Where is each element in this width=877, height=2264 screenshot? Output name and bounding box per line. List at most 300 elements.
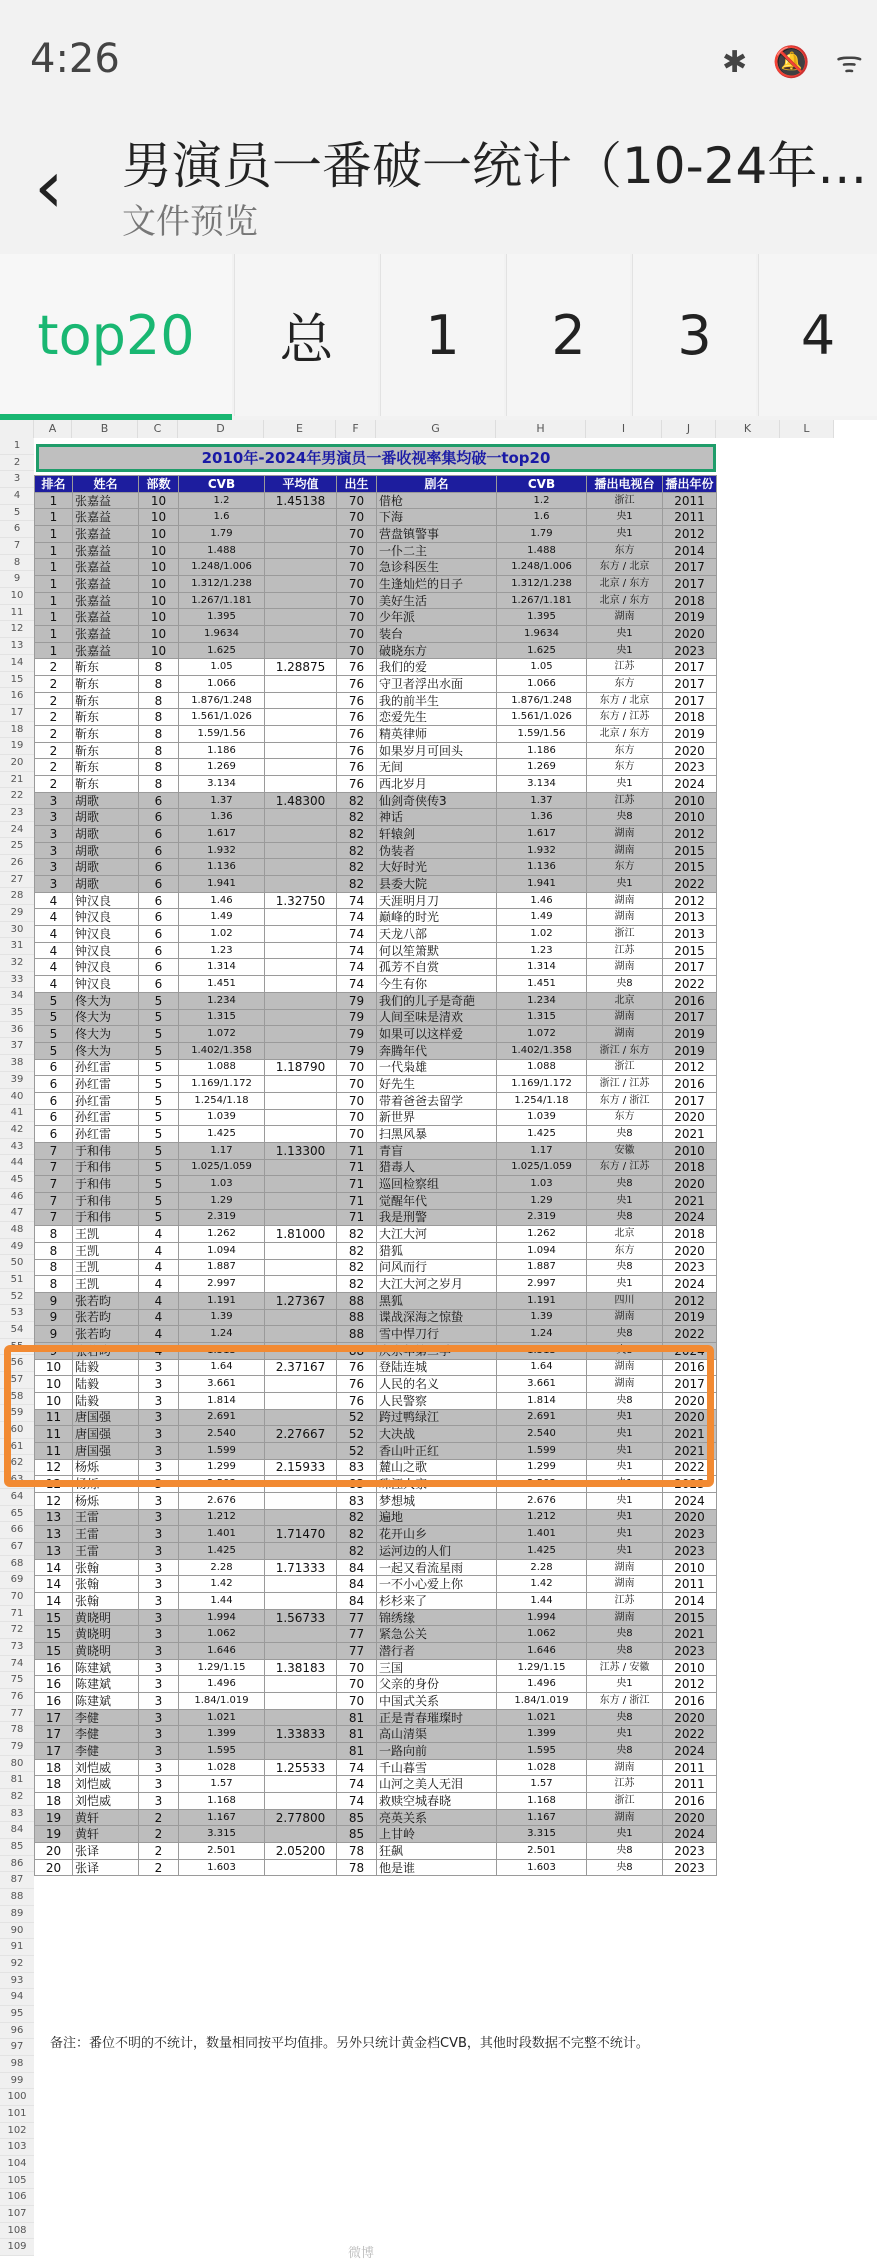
- table-row: [35, 509, 717, 526]
- table-cell: 1.191: [179, 1292, 265, 1309]
- row-number: 15: [0, 672, 34, 689]
- table-cell: 我的前半生: [377, 692, 497, 709]
- page-title: 男演员一番破一统计（10-24年…: [122, 137, 868, 195]
- tab-total[interactable]: 总: [234, 254, 378, 416]
- table-cell: 82: [337, 1259, 377, 1276]
- row-number: 62: [0, 1455, 34, 1472]
- row-number: 24: [0, 822, 34, 839]
- table-cell: 4: [139, 1309, 179, 1326]
- table-cell: 8: [35, 1242, 73, 1259]
- row-number: 13: [0, 638, 34, 655]
- row-number: 105: [0, 2173, 34, 2190]
- table-cell: 2: [35, 659, 73, 676]
- table-cell: 钟汉良: [73, 909, 139, 926]
- table-cell: 1.646: [179, 1643, 265, 1660]
- table-cell: 2022: [663, 1326, 717, 1343]
- table-cell: 破晓东方: [377, 642, 497, 659]
- row-number: 108: [0, 2223, 34, 2240]
- table-cell: 生逢灿烂的日子: [377, 576, 497, 593]
- table-cell: 3.315: [179, 1826, 265, 1843]
- table-cell: 10: [139, 526, 179, 543]
- table-cell: 浙江: [587, 926, 663, 943]
- table-cell: 3.134: [179, 776, 265, 793]
- table-cell: 湖南: [587, 959, 663, 976]
- table-cell: 王凯: [73, 1226, 139, 1243]
- table-cell: 东方: [587, 742, 663, 759]
- table-cell: 2.37167: [265, 1359, 337, 1376]
- table-cell: 2023: [663, 759, 717, 776]
- table-cell: [265, 592, 337, 609]
- table-cell: 7: [35, 1176, 73, 1193]
- row-number: 85: [0, 1839, 34, 1856]
- table-cell: 3: [139, 1526, 179, 1543]
- table-cell: 1.941: [497, 876, 587, 893]
- table-row: [35, 776, 717, 793]
- table-cell: 1.561/1.026: [497, 709, 587, 726]
- table-cell: 3: [139, 1459, 179, 1476]
- table-cell: 谍战深海之惊蛰: [377, 1309, 497, 1326]
- table-cell: 江苏: [587, 1776, 663, 1793]
- table-cell: 3: [139, 1376, 179, 1393]
- table-cell: 1.13300: [265, 1142, 337, 1159]
- table-cell: 江苏: [587, 792, 663, 809]
- table-cell: 2023: [663, 642, 717, 659]
- row-number: 76: [0, 1689, 34, 1706]
- table-cell: 1.49: [179, 909, 265, 926]
- table-cell: 4: [35, 926, 73, 943]
- table-cell: 孤芳不自赏: [377, 959, 497, 976]
- row-number: 38: [0, 1055, 34, 1072]
- table-cell: 2024: [663, 1826, 717, 1843]
- table-cell: 湖南: [587, 842, 663, 859]
- status-bar: [0, 0, 877, 120]
- table-cell: [265, 609, 337, 626]
- table-cell: 于和伟: [73, 1159, 139, 1176]
- table-cell: 3: [139, 1759, 179, 1776]
- table-row: [35, 1843, 717, 1860]
- row-number: 46: [0, 1189, 34, 1206]
- table-cell: 锦绣缘: [377, 1609, 497, 1626]
- column-label: CVB: [497, 476, 587, 493]
- table-cell: 央1: [587, 1192, 663, 1209]
- table-cell: 70: [337, 1092, 377, 1109]
- row-number: 90: [0, 1923, 34, 1940]
- table-row: [35, 592, 717, 609]
- table-cell: 杨烁: [73, 1492, 139, 1509]
- table-row: [35, 1693, 717, 1710]
- table-cell: [265, 1092, 337, 1109]
- table-cell: 2023: [663, 1476, 717, 1493]
- table-cell: 1.23: [179, 942, 265, 959]
- table-cell: 77: [337, 1609, 377, 1626]
- table-cell: 6: [139, 842, 179, 859]
- table-cell: 1.9634: [179, 626, 265, 643]
- row-number: 95: [0, 2006, 34, 2023]
- table-cell: 张嘉益: [73, 542, 139, 559]
- row-number: 69: [0, 1572, 34, 1589]
- table-cell: 76: [337, 659, 377, 676]
- table-cell: 1.39: [497, 1309, 587, 1326]
- table-cell: 刘恺威: [73, 1793, 139, 1810]
- table-cell: 76: [337, 759, 377, 776]
- tab-3[interactable]: 3: [632, 254, 756, 416]
- table-row: [35, 1042, 717, 1059]
- table-cell: 麓山之歌: [377, 1459, 497, 1476]
- table-cell: 王凯: [73, 1276, 139, 1293]
- table-cell: 2011: [663, 1576, 717, 1593]
- tab-4[interactable]: 4: [758, 254, 877, 416]
- tab-2[interactable]: 2: [506, 254, 630, 416]
- row-number: 3: [0, 471, 34, 488]
- table-row: [35, 909, 717, 926]
- table-cell: 黄轩: [73, 1809, 139, 1826]
- table-cell: 4: [35, 892, 73, 909]
- table-cell: 1.136: [497, 859, 587, 876]
- table-cell: 借枪: [377, 492, 497, 509]
- table-cell: [265, 776, 337, 793]
- spreadsheet-preview[interactable]: [0, 420, 877, 2264]
- table-cell: 1: [35, 492, 73, 509]
- table-cell: 78: [337, 1843, 377, 1860]
- table-cell: 1.625: [179, 642, 265, 659]
- table-row: [35, 1709, 717, 1726]
- table-cell: 1.18790: [265, 1059, 337, 1076]
- row-number: 28: [0, 888, 34, 905]
- table-cell: 1.513: [497, 1342, 587, 1359]
- table-cell: 1.262: [497, 1226, 587, 1243]
- table-cell: 3.661: [179, 1376, 265, 1393]
- table-cell: 76: [337, 742, 377, 759]
- table-cell: 9: [35, 1309, 73, 1326]
- table-cell: 2018: [663, 709, 717, 726]
- back-arrow-icon[interactable]: ‹: [34, 144, 64, 230]
- table-cell: 2024: [663, 1276, 717, 1293]
- table-cell: 1.57: [179, 1776, 265, 1793]
- table-cell: 东方 / 北京: [587, 692, 663, 709]
- table-cell: 正是青春璀璨时: [377, 1709, 497, 1726]
- table-cell: 76: [337, 726, 377, 743]
- table-cell: 1.186: [497, 742, 587, 759]
- table-cell: 杨烁: [73, 1459, 139, 1476]
- table-cell: 1.488: [179, 542, 265, 559]
- table-cell: 6: [139, 892, 179, 909]
- table-cell: 1.64: [497, 1359, 587, 1376]
- table-row: [35, 1009, 717, 1026]
- table-cell: 2012: [663, 1292, 717, 1309]
- row-number: 20: [0, 755, 34, 772]
- table-cell: 王雷: [73, 1543, 139, 1560]
- table-cell: 胡歌: [73, 826, 139, 843]
- column-header: J: [662, 420, 716, 438]
- table-cell: 2: [35, 676, 73, 693]
- table-cell: 今生有你: [377, 976, 497, 993]
- table-cell: 20: [35, 1859, 73, 1876]
- row-number: 27: [0, 872, 34, 889]
- table-cell: 2017: [663, 659, 717, 676]
- table-row: [35, 542, 717, 559]
- table-cell: [265, 1676, 337, 1693]
- column-header: D: [178, 420, 264, 438]
- table-cell: [265, 1593, 337, 1610]
- table-cell: 山河之美人无泪: [377, 1776, 497, 1793]
- table-cell: 82: [337, 826, 377, 843]
- column-label: 剧名: [377, 476, 497, 493]
- table-cell: 张翰: [73, 1593, 139, 1610]
- table-cell: 1.994: [497, 1609, 587, 1626]
- row-number: 7: [0, 538, 34, 555]
- table-cell: 1.425: [497, 1543, 587, 1560]
- table-cell: 2017: [663, 576, 717, 593]
- table-cell: 13: [35, 1509, 73, 1526]
- row-number: 33: [0, 972, 34, 989]
- table-cell: 1.48300: [265, 792, 337, 809]
- table-cell: 3.134: [497, 776, 587, 793]
- table-cell: 黄晓明: [73, 1643, 139, 1660]
- table-cell: 5: [139, 1076, 179, 1093]
- table-cell: 82: [337, 1242, 377, 1259]
- table-cell: 靳东: [73, 742, 139, 759]
- table-cell: 梦想城: [377, 1492, 497, 1509]
- table-cell: 17: [35, 1709, 73, 1726]
- table-cell: 2014: [663, 1593, 717, 1610]
- table-cell: 1.496: [179, 1676, 265, 1693]
- table-cell: 3: [139, 1593, 179, 1610]
- table-cell: 70: [337, 559, 377, 576]
- table-cell: 1.021: [497, 1709, 587, 1726]
- row-number: 9: [0, 571, 34, 588]
- table-cell: 央1: [587, 1726, 663, 1743]
- table-cell: 52: [337, 1426, 377, 1443]
- table-cell: 83: [337, 1476, 377, 1493]
- tab-top20[interactable]: top20: [0, 254, 232, 416]
- table-cell: 1.44: [497, 1593, 587, 1610]
- table-cell: 黄轩: [73, 1826, 139, 1843]
- column-label: 排名: [35, 476, 73, 493]
- row-number: 73: [0, 1639, 34, 1656]
- table-cell: 1.32750: [265, 892, 337, 909]
- table-cell: 5: [139, 1159, 179, 1176]
- table-cell: 76: [337, 776, 377, 793]
- table-cell: [265, 759, 337, 776]
- table-row: [35, 659, 717, 676]
- table-cell: 美好生活: [377, 592, 497, 609]
- table-cell: 1: [35, 542, 73, 559]
- table-row: [35, 1659, 717, 1676]
- table-row: [35, 1059, 717, 1076]
- table-cell: 18: [35, 1776, 73, 1793]
- table-cell: 81: [337, 1726, 377, 1743]
- table-cell: 11: [35, 1442, 73, 1459]
- table-row: [35, 992, 717, 1009]
- table-cell: 1.062: [497, 1626, 587, 1643]
- table-cell: 2.28: [179, 1559, 265, 1576]
- table-cell: 央1: [587, 1426, 663, 1443]
- table-cell: 央1: [587, 876, 663, 893]
- table-cell: 1.402/1.358: [497, 1042, 587, 1059]
- table-row: [35, 642, 717, 659]
- table-cell: 3: [35, 842, 73, 859]
- table-cell: 76: [337, 1376, 377, 1393]
- table-cell: 2021: [663, 1126, 717, 1143]
- row-number: 106: [0, 2189, 34, 2206]
- sheet-tabs: [0, 254, 877, 420]
- table-cell: 庆余年第二季: [377, 1342, 497, 1359]
- table-row: [35, 842, 717, 859]
- table-cell: [265, 1509, 337, 1526]
- table-cell: 4: [35, 909, 73, 926]
- table-cell: 2020: [663, 1242, 717, 1259]
- table-cell: 6: [139, 942, 179, 959]
- table-row: [35, 876, 717, 893]
- table-cell: 王凯: [73, 1259, 139, 1276]
- row-number: 45: [0, 1172, 34, 1189]
- table-cell: 83: [337, 1459, 377, 1476]
- table-cell: [265, 992, 337, 1009]
- table-cell: 天龙八部: [377, 926, 497, 943]
- table-cell: 胡歌: [73, 842, 139, 859]
- table-cell: 74: [337, 942, 377, 959]
- table-cell: 1.072: [179, 1026, 265, 1043]
- table-cell: 4: [139, 1342, 179, 1359]
- row-number: 41: [0, 1105, 34, 1122]
- table-cell: 2023: [663, 1543, 717, 1560]
- table-cell: 2: [35, 759, 73, 776]
- table-cell: 1.401: [497, 1526, 587, 1543]
- table-cell: 6: [139, 859, 179, 876]
- table-cell: 江苏 / 安徽: [587, 1659, 663, 1676]
- table-cell: 巅峰的时光: [377, 909, 497, 926]
- table-cell: 靳东: [73, 659, 139, 676]
- table-cell: 2: [35, 709, 73, 726]
- row-number: 93: [0, 1973, 34, 1990]
- table-cell: 张嘉益: [73, 592, 139, 609]
- table-cell: 1.234: [179, 992, 265, 1009]
- row-number: 58: [0, 1389, 34, 1406]
- column-header: I: [586, 420, 662, 438]
- table-cell: 李健: [73, 1743, 139, 1760]
- table-cell: 湖南: [587, 609, 663, 626]
- table-cell: 1.315: [497, 1009, 587, 1026]
- table-cell: 82: [337, 1226, 377, 1243]
- table-cell: 央1: [587, 509, 663, 526]
- table-cell: 央8: [587, 976, 663, 993]
- table-cell: 央1: [587, 1276, 663, 1293]
- table-cell: 张译: [73, 1859, 139, 1876]
- table-cell: 70: [337, 542, 377, 559]
- table-cell: 1.314: [179, 959, 265, 976]
- table-cell: 52: [337, 1409, 377, 1426]
- table-cell: 带着爸爸去留学: [377, 1092, 497, 1109]
- table-cell: 1.42: [497, 1576, 587, 1593]
- table-cell: 8: [139, 776, 179, 793]
- table-cell: 3: [139, 1559, 179, 1576]
- table-cell: 1.088: [497, 1059, 587, 1076]
- table-cell: 1.595: [497, 1743, 587, 1760]
- table-cell: 5: [139, 1092, 179, 1109]
- table-cell: 3: [139, 1359, 179, 1376]
- table-cell: 2023: [663, 1259, 717, 1276]
- table-row: [35, 792, 717, 809]
- table-cell: 8: [139, 726, 179, 743]
- table-cell: 2016: [663, 1793, 717, 1810]
- table-cell: 3: [139, 1709, 179, 1726]
- table-cell: 1.603: [179, 1859, 265, 1876]
- table-cell: 1.399: [179, 1726, 265, 1743]
- table-cell: 2.691: [497, 1409, 587, 1426]
- table-cell: 央8: [587, 1843, 663, 1860]
- table-cell: 东方: [587, 1242, 663, 1259]
- table-cell: 北京 / 东方: [587, 592, 663, 609]
- table-cell: 18: [35, 1793, 73, 1810]
- table-cell: 1: [35, 559, 73, 576]
- table-row: [35, 1643, 717, 1660]
- table-cell: [265, 1543, 337, 1560]
- table-cell: 18: [35, 1759, 73, 1776]
- table-cell: 2017: [663, 959, 717, 976]
- table-cell: 85: [337, 1826, 377, 1843]
- tab-1[interactable]: 1: [380, 254, 504, 416]
- table-cell: 佟大为: [73, 992, 139, 1009]
- table-cell: 11: [35, 1409, 73, 1426]
- table-cell: 1.248/1.006: [179, 559, 265, 576]
- table-cell: 央1: [587, 776, 663, 793]
- table-cell: 1.025/1.059: [179, 1159, 265, 1176]
- table-cell: [265, 876, 337, 893]
- table-cell: 1: [35, 592, 73, 609]
- table-row: [35, 1609, 717, 1626]
- table-cell: 1.27367: [265, 1292, 337, 1309]
- table-cell: 精英律师: [377, 726, 497, 743]
- row-number: 82: [0, 1789, 34, 1806]
- table-cell: 6: [139, 826, 179, 843]
- table-cell: 2: [35, 726, 73, 743]
- table-cell: 1.599: [179, 1442, 265, 1459]
- row-number: 49: [0, 1239, 34, 1256]
- table-cell: 1.599: [497, 1442, 587, 1459]
- table-cell: 10: [139, 542, 179, 559]
- table-cell: 1.2: [497, 492, 587, 509]
- table-cell: 1.79: [179, 526, 265, 543]
- table-cell: 74: [337, 1776, 377, 1793]
- table-cell: 央1: [587, 626, 663, 643]
- table-cell: 70: [337, 1109, 377, 1126]
- table-cell: 84: [337, 1593, 377, 1610]
- table-cell: 于和伟: [73, 1176, 139, 1193]
- table-cell: 唐国强: [73, 1409, 139, 1426]
- column-label: 播出电视台: [587, 476, 663, 493]
- table-cell: 刘恺威: [73, 1776, 139, 1793]
- table-cell: 跨过鸭绿江: [377, 1409, 497, 1426]
- table-cell: 我们的儿子是奇葩: [377, 992, 497, 1009]
- table-row: [35, 492, 717, 509]
- table-cell: 2014: [663, 542, 717, 559]
- table-cell: 2021: [663, 1426, 717, 1443]
- row-number: 103: [0, 2139, 34, 2156]
- table-cell: 10: [35, 1359, 73, 1376]
- table-row: [35, 809, 717, 826]
- table-cell: 一路向前: [377, 1743, 497, 1760]
- table-cell: [265, 509, 337, 526]
- table-cell: 4: [139, 1292, 179, 1309]
- table-cell: 1.876/1.248: [179, 692, 265, 709]
- table-cell: 央1: [587, 1476, 663, 1493]
- row-number: 68: [0, 1556, 34, 1573]
- table-cell: 无间: [377, 759, 497, 776]
- row-number: 71: [0, 1606, 34, 1623]
- table-cell: 胡歌: [73, 792, 139, 809]
- table-cell: 张翰: [73, 1559, 139, 1576]
- table-cell: 9: [35, 1326, 73, 1343]
